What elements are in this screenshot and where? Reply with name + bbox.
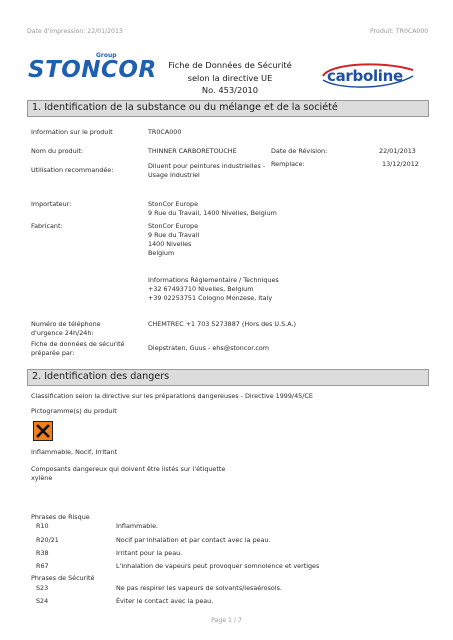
components-label: Composants dangereux qui doivent être listés sur l'étiquette: [31, 465, 226, 473]
section-2-title: 2. Identification des dangers: [32, 371, 170, 382]
risk-code: R20/21: [36, 536, 59, 544]
harmful-x-icon: [33, 421, 53, 441]
product-code: Produit: TR0CA000: [370, 28, 429, 35]
component-name: xylène: [31, 474, 53, 482]
prepared-label-1: Fiche de données de sécurité: [31, 340, 125, 348]
logo-stoncor-text: STONCOR: [28, 57, 157, 83]
risk-text: Inflammable.: [116, 522, 159, 530]
safety-code: S23: [36, 584, 49, 592]
revision-value: 22/01/2013: [379, 147, 416, 155]
revision-label: Date de Révision:: [271, 147, 328, 155]
reg-line-3: +39 02253751 Cologno Monzese, Italy: [148, 294, 273, 302]
maker-line-4: Belgium: [148, 249, 175, 257]
use-value-1: Diluent pour peintures industrielles -: [148, 162, 266, 170]
phone-label-1: Numéro de téléphone: [31, 320, 101, 328]
importer-label: Importateur:: [31, 200, 72, 208]
maker-label: Fabricant:: [31, 222, 63, 230]
risk-text: Nocif par inhalation et par contact avec la peau.: [116, 536, 271, 544]
section-1-heading: [27, 100, 429, 117]
safety-text: Éviter le contact avec la peau.: [116, 597, 214, 605]
maker-line-2: 9 Rue du Travail: [148, 231, 200, 239]
prepared-value: Diepstraten, Guus - ehs@stoncor.com: [148, 344, 270, 352]
safety-code: S24: [36, 597, 49, 605]
section-1-title: 1. Identification de la substance ou du mélange et de la société: [32, 102, 338, 113]
maker-line-3: 1400 Nivelles: [148, 240, 192, 248]
classification-text: Classification selon la directive sur les préparations dangereuses - Directive 1999/45/CE: [31, 392, 313, 400]
hazards-text: Inflammable, Nocif, Irritant: [31, 448, 118, 456]
risk-code: R38: [36, 549, 49, 557]
reg-line-2: +32 67493710 Nivelles, Belgium: [148, 285, 254, 293]
use-value-2: Usage industriel: [148, 171, 200, 179]
name-value: THINNER CARBORETOUCHE: [148, 147, 237, 155]
importer-line-2: 9 Rue du Travail, 1400 Nivelles, Belgium: [148, 209, 277, 217]
risk-phrases-label: Phrases de Risque: [31, 513, 90, 521]
replaces-value: 13/12/2012: [382, 160, 419, 168]
info-value: TR0CA000: [148, 128, 182, 136]
reg-line-1: Informations Réglementaire / Techniques: [148, 276, 279, 284]
title-line-1: Fiche de Données de Sécurité: [168, 60, 292, 70]
print-date: Date d'impression: 22/01/2013: [27, 28, 123, 35]
maker-line-1: StonCor Europe: [148, 222, 199, 230]
carboline-logo: [319, 62, 417, 90]
safety-phrases-label: Phrases de Sécurité: [31, 574, 95, 582]
phone-label-2: d'urgence 24h/24h:: [31, 329, 94, 337]
risk-text: Irritant pour la peau.: [116, 549, 183, 557]
title-line-3: No. 453/2010: [201, 85, 259, 95]
document-title: [155, 59, 305, 97]
prepared-label-2: préparée par:: [31, 349, 75, 357]
pictograms-label: Pictogramme(s) du produit: [31, 407, 117, 415]
info-label: Information sur le produit: [31, 128, 113, 136]
stoncor-logo: [28, 52, 157, 88]
logo-group-text: Group: [96, 52, 117, 59]
page-number: Page 1 / 7: [211, 617, 242, 624]
use-label: Utilisation recommandée:: [31, 166, 114, 174]
replaces-label: Remplace:: [271, 160, 305, 168]
safety-text: Ne pas respirer les vapeurs de solvants/lesaérosols.: [116, 584, 282, 592]
title-line-2: selon la directive UE: [187, 72, 273, 83]
risk-code: R10: [36, 522, 49, 530]
section-2-heading: [27, 369, 429, 386]
risk-code: R67: [36, 562, 49, 570]
risk-text: L'inhalation de vapeurs peut provoquer somnolence et vertiges: [116, 562, 320, 570]
name-label: Nom du produit:: [31, 147, 84, 155]
importer-line-1: StonCor Europe: [148, 200, 199, 208]
phone-value: CHEMTREC +1 703 5273887 (Hors des U.S.A.): [148, 320, 296, 328]
carboline-text: carboline: [327, 67, 403, 85]
